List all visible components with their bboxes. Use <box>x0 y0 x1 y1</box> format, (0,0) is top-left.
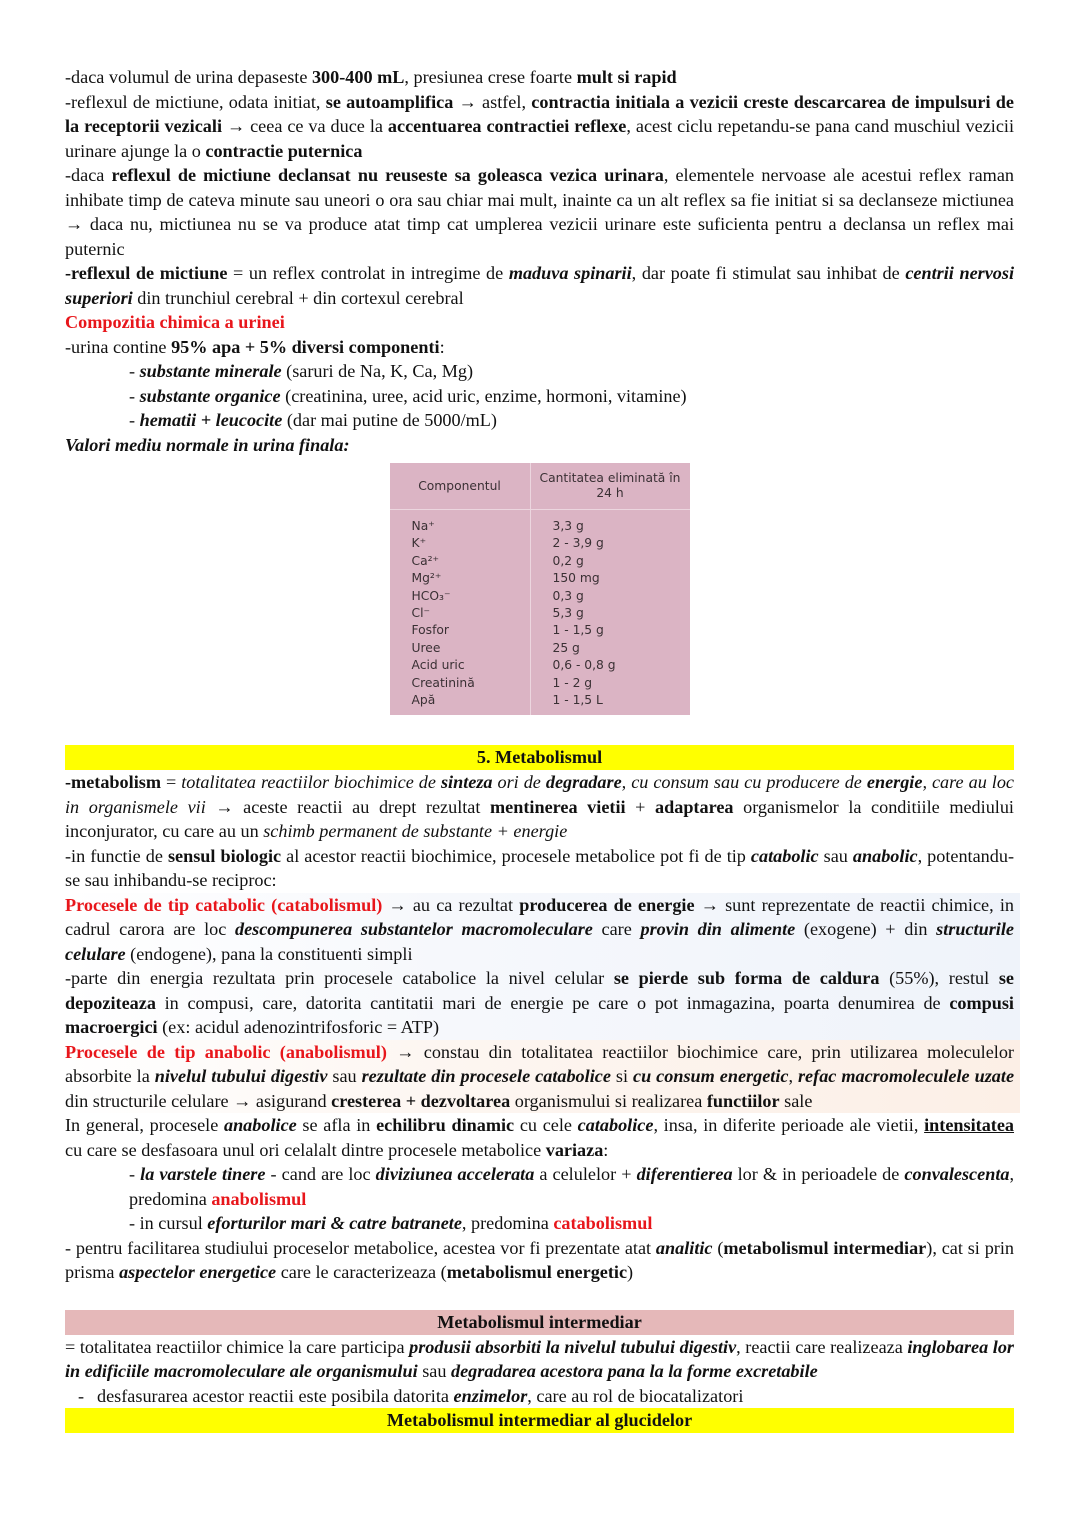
bold-italic-text: structurile celulare <box>65 919 1014 964</box>
text: din structurile celulare → asigurand <box>65 1090 332 1111</box>
bold-text: sensul biologic <box>167 845 282 866</box>
bold-italic-text: substante organice <box>139 385 281 406</box>
bold-text: compusi macroergici <box>65 992 1014 1038</box>
section-title-metabolism-intermediar: Metabolismul intermediar <box>65 1310 1014 1335</box>
text: , dar poate fi stimulat sau inhibat de <box>631 263 906 283</box>
table-row <box>390 535 690 552</box>
anabolism-block <box>65 1040 1020 1114</box>
italic-text: , care au loc in organismele vii <box>65 772 1015 817</box>
bold-italic-text: refac macromoleculele uzate <box>797 1066 1015 1087</box>
text: (creatinina, uree, acid uric, enzime, hormoni, vitamine) <box>280 385 687 406</box>
paragraph-energie-caldura <box>65 966 1014 1040</box>
paragraph-intermediar-definitie <box>65 1335 1014 1384</box>
text: sau <box>327 1066 362 1087</box>
bold-italic-text: centrii nervosi superiori <box>65 263 1015 308</box>
bold-italic-text: nivelul tubului digestiv <box>154 1066 328 1087</box>
bold-italic-text: descompunerea substantelor macromoleculare <box>234 919 593 940</box>
bold-text: adaptarea <box>655 796 734 817</box>
cell-amount: 0,3 g <box>552 588 584 603</box>
table-row <box>390 657 690 674</box>
cell-amount: 2 - 3,9 g <box>552 536 604 551</box>
catabolism-block <box>65 893 1020 1040</box>
red-bold-text: catabolismul <box>553 1213 653 1234</box>
list-item-eforturi-batranete <box>65 1211 1014 1236</box>
dash: - <box>129 385 140 406</box>
table-row <box>390 605 690 622</box>
bold-text: variaza <box>545 1139 604 1160</box>
text: + <box>625 796 656 817</box>
paragraph-metabolism-definitie <box>65 770 1014 844</box>
text: se afla in <box>296 1115 377 1136</box>
cell-amount: 5,3 g <box>552 606 584 621</box>
italic-text: schimb permanent de substante + energie <box>263 821 568 842</box>
text: → astfel, <box>453 91 532 112</box>
text: , elementele nervoase ale acestui reflex raman inhibate timp de cateva minute sau uneori o ora sau chiar mai mult, inainte ca un alt reflex sa fie initiat si sa declanseze mictiunea → daca nu, mictiunea nu se va produce atat timp cat umplerea vezicii urinare este suficienta pentru a declansa un reflex mai puternic <box>65 165 1014 259</box>
bold-italic-text: diferentierea <box>636 1164 733 1185</box>
cell-amount: 1 - 2 g <box>552 675 593 690</box>
text: - cand are loc <box>265 1164 376 1185</box>
list-item-substante-minerale <box>65 359 1014 384</box>
text: , predomina <box>461 1213 554 1234</box>
table-row <box>390 510 690 536</box>
bold-italic-text: catabolice <box>577 1115 654 1136</box>
bold-italic-text: catabolic <box>750 845 819 866</box>
paragraph-anabolism <box>65 1040 1014 1114</box>
list-item-hematii-leucocite <box>65 408 1014 433</box>
cell-component: Ca²⁺ <box>390 553 531 570</box>
red-heading-text: Procesele de tip catabolic (catabolismul) <box>65 894 383 915</box>
spacer <box>65 1285 1014 1310</box>
table-row <box>390 692 690 715</box>
bold-text: functiilor <box>706 1090 780 1111</box>
text: desfasurarea acestor reactii este posibila datorita <box>97 1385 454 1406</box>
cell-component: Fosfor <box>390 622 531 639</box>
paragraph-volum-urina <box>65 65 1014 90</box>
text: -urina contine <box>65 336 172 357</box>
bold-text: mult si rapid <box>576 67 677 87</box>
bold-italic-text: analitic <box>655 1237 713 1258</box>
table-row <box>390 640 690 657</box>
text: , <box>788 1066 798 1087</box>
text: , predomina <box>129 1164 1015 1209</box>
text: → aceste reactii au drept rezultat <box>205 796 491 817</box>
cell-component: Uree <box>390 640 531 657</box>
column-header-componentul: Componentul <box>390 463 531 510</box>
text: (exogene) + din <box>795 919 937 940</box>
text: organismului si realizarea <box>510 1090 707 1111</box>
text: = un reflex controlat in intregime de <box>227 263 509 283</box>
bold-text: cresterea + dezvoltarea <box>331 1090 511 1111</box>
bold-italic-text: la varstele tinere <box>140 1164 266 1185</box>
bold-italic-text: enzimelor <box>453 1385 528 1406</box>
cell-amount: 1 - 1,5 L <box>552 693 603 708</box>
cell-amount: 0,6 - 0,8 g <box>552 658 616 673</box>
bold-text: accentuarea contractiei reflexe <box>387 116 627 136</box>
text: sau <box>417 1361 451 1382</box>
text: -daca <box>65 165 112 185</box>
paragraph-facilitare-studiu <box>65 1236 1014 1285</box>
bold-text: 300-400 mL <box>311 67 405 87</box>
table-row <box>390 553 690 570</box>
bold-italic-text: inglobarea lor in edificiile macromoleculare ale organismului <box>65 1336 1014 1382</box>
text: ( <box>712 1237 724 1258</box>
text: -daca volumul de urina depaseste <box>65 67 312 87</box>
italic-text: , cu consum sau cu producere de <box>621 772 867 793</box>
text: a celulelor + <box>534 1164 637 1185</box>
text: -reflexul de mictiune, odata initiat, <box>65 91 326 112</box>
text: , reactii care realizeaza <box>736 1336 908 1357</box>
cell-component: Acid uric <box>390 657 531 674</box>
table-row <box>390 622 690 639</box>
bold-italic-text: degradarea acestora pana la la forme excretabile <box>450 1361 818 1382</box>
bold-italic-text: substante minerale <box>139 361 282 381</box>
text: cu care se desfasoara unul ori celalalt dintre procesele metabolice <box>65 1139 546 1160</box>
list-item-enzime <box>65 1384 1014 1409</box>
text: → sunt reprezentate de reactii chimice, in cadrul carora are loc <box>65 894 1014 940</box>
bold-italic-text: hematii + leucocite <box>139 410 283 430</box>
paragraph-reflex-definitie <box>65 261 1014 310</box>
bold-text: -reflexul de mictiune <box>65 263 228 283</box>
italic-text: totalitatea reactiilor biochimice de <box>181 772 441 793</box>
paragraph-echilibru-dinamic <box>65 1113 1014 1162</box>
red-bold-text: anabolismul <box>211 1188 307 1209</box>
text: - pentru facilitarea studiului proceselor metabolice, acestea vor fi prezentate atat <box>65 1237 656 1258</box>
paragraph-urina-contine <box>65 335 1014 360</box>
bold-italic-text: degradare <box>545 772 622 793</box>
text: din trunchiul cerebral + din cortexul cerebral <box>132 287 464 308</box>
paragraph-catabolism <box>65 893 1014 967</box>
table-row <box>390 570 690 587</box>
bold-italic-text: aspectelor energetice <box>119 1262 277 1283</box>
text: lor & in perioadele de <box>732 1164 905 1185</box>
bold-italic-text: maduva spinarii <box>508 263 632 283</box>
list-item-substante-organice <box>65 384 1014 409</box>
text: -parte din energia rezultata prin procesele catabolice la nivel celular <box>65 968 614 989</box>
paragraph-autoamplificare <box>65 90 1014 164</box>
bold-italic-text: anabolice <box>223 1115 297 1136</box>
text: (saruri de Na, K, Ca, Mg) <box>281 361 474 381</box>
bold-italic-text: cu consum energetic <box>633 1066 789 1087</box>
text: care <box>592 919 641 940</box>
text: = totalitatea reactiilor chimice la care participa <box>65 1336 410 1357</box>
table-header-row <box>390 463 690 510</box>
text: → constau din totalitatea reactiilor biochimice care, prin utilizarea moleculelor absorbite la <box>65 1041 1014 1087</box>
text: , care au rol de biocatalizatori <box>527 1385 744 1406</box>
cell-component: Cl⁻ <box>390 605 531 622</box>
cell-amount: 150 mg <box>552 571 600 586</box>
bold-italic-text: produsii absorbiti la nivelul tubului digestiv <box>409 1336 737 1357</box>
text: (ex: acidul adenozintrifosforic = ATP) <box>157 1017 440 1038</box>
text: care le caracterizeaza ( <box>276 1262 447 1283</box>
urine-values-figure <box>65 463 1014 715</box>
bullet-dash: - <box>77 1385 85 1406</box>
italic-text: ori de <box>492 772 546 793</box>
cell-component: Mg²⁺ <box>390 570 531 587</box>
bold-italic-text: Valori mediu normale in urina finala: <box>65 434 350 455</box>
cell-component: HCO₃⁻ <box>390 588 531 605</box>
bold-text: metabolismul intermediar <box>723 1237 927 1258</box>
text: , presiunea crese foarte <box>404 67 577 87</box>
text: → au ca rezultat <box>382 894 520 915</box>
bold-italic-text: provin din alimente <box>640 919 796 940</box>
text: , insa, in diferite perioade ale vietii, <box>653 1115 925 1136</box>
text: al acestor reactii biochimice, procesele metabolice pot fi de tip <box>281 845 751 866</box>
bold-text: contractia initiala a vezicii creste descarcarea de impulsuri de la receptorii vezicali <box>65 91 1014 136</box>
bold-text: se autoamplifica <box>325 91 454 112</box>
text: cu cele <box>514 1115 578 1136</box>
list-item-text <box>97 1384 743 1409</box>
paragraph-reflex-esuat <box>65 163 1014 261</box>
bold-italic-text: energie <box>866 772 923 793</box>
bold-text: se pierde sub forma de caldura <box>613 968 880 989</box>
bold-text: -metabolism <box>65 772 161 793</box>
cell-component: Apă <box>390 692 531 715</box>
bold-text: mentinerea vietii <box>490 796 626 817</box>
red-heading-text: Procesele de tip anabolic (anabolismul) <box>65 1041 387 1062</box>
text: , acest ciclu repetandu-se pana cand muschiul vezicii urinare ajunge la o <box>65 116 1014 161</box>
bold-italic-text: rezultate din procesele catabolice <box>361 1066 611 1087</box>
bold-italic-text: eforturilor mari & catre batranete <box>207 1213 462 1234</box>
bold-underlined-text: intensitatea <box>924 1115 1015 1136</box>
label-valori-normale <box>65 433 1014 458</box>
bold-italic-text: diviziunea accelerata <box>375 1164 535 1185</box>
text: : <box>603 1139 609 1160</box>
bold-text: 95% apa + 5% diversi componenti <box>171 336 440 357</box>
text: sau <box>818 845 853 866</box>
bold-text: contractie puternica <box>205 140 363 161</box>
text: sale <box>779 1090 813 1111</box>
heading-compozitie-urina: Compozitia chimica a urinei <box>65 312 285 332</box>
cell-amount: 3,3 g <box>552 519 584 533</box>
document-page <box>65 65 1014 1433</box>
section-title-metabolismul: 5. Metabolismul <box>65 745 1014 770</box>
table-row <box>390 588 690 605</box>
section-title-metabolism-glucide: Metabolismul intermediar al glucidelor <box>65 1408 1014 1433</box>
text: = <box>160 772 182 793</box>
text: ) <box>627 1262 634 1283</box>
cell-component: Na⁺ <box>390 510 531 536</box>
bold-text: se depoziteaza <box>65 968 1015 1013</box>
bold-text: echilibru dinamic <box>376 1115 515 1136</box>
paragraph-sens-biologic <box>65 844 1014 893</box>
bold-italic-text: convalescenta <box>904 1164 1010 1185</box>
text: , potentandu-se sau inhibandu-se reciproc: <box>65 845 1015 891</box>
bold-italic-text: sinteza <box>440 772 493 793</box>
text: → ceea ce va duce la <box>222 116 388 136</box>
text: in compusi, care, datorita cantitatii mari de energie pe care o pot inmagazina, poarta denumirea de <box>155 992 950 1013</box>
text: (dar mai putine de 5000/mL) <box>282 410 497 430</box>
cell-amount: 25 g <box>552 640 580 655</box>
text: In general, procesele <box>65 1115 224 1136</box>
text: organismelor la conditiile mediului inconjurator, cu care au un <box>65 796 1014 842</box>
text: ), cat si prin prisma <box>65 1237 1014 1283</box>
dash: - <box>129 410 140 430</box>
text: (endogene), pana la constituenti simpli <box>125 943 413 964</box>
cell-component: Creatinină <box>390 675 531 692</box>
text: - in cursul <box>129 1213 208 1234</box>
bold-text: producerea de energie <box>519 894 695 915</box>
text: si <box>610 1066 633 1087</box>
cell-component: K⁺ <box>390 535 531 552</box>
cell-amount: 1 - 1,5 g <box>552 623 604 638</box>
urine-values-table <box>390 463 690 715</box>
bold-text: reflexul de mictiune declansat nu reuseste sa goleasca vezica urinara <box>111 165 664 185</box>
table-row <box>390 675 690 692</box>
column-header-cantitatea: Cantitatea eliminată în 24 h <box>530 463 690 510</box>
cell-amount: 0,2 g <box>552 553 584 568</box>
text: (55%), restul <box>879 968 999 989</box>
dash: - <box>129 361 140 381</box>
bold-text: metabolismul energetic <box>446 1262 628 1283</box>
list-item-varste-tinere <box>65 1162 1014 1211</box>
dash: - <box>129 1164 141 1185</box>
bold-italic-text: anabolic <box>852 845 918 866</box>
text: : <box>439 336 445 357</box>
text: -in functie de <box>65 845 168 866</box>
